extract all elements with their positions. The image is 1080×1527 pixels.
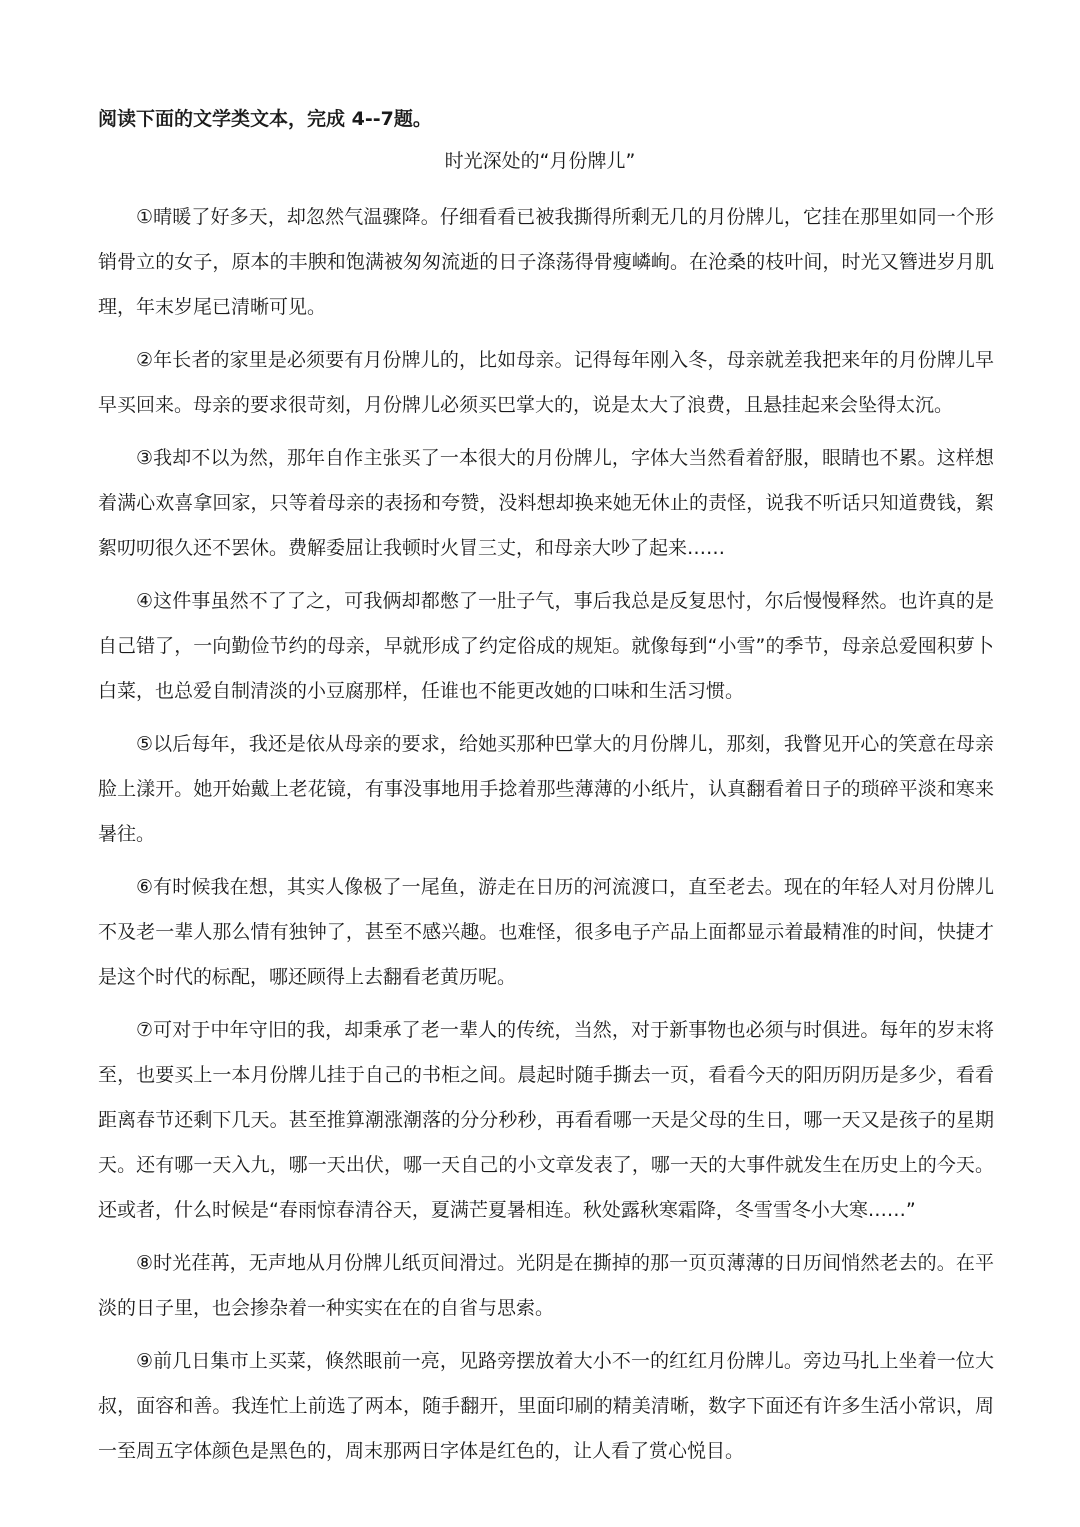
article-title: 时光深处的“月份牌儿”	[444, 150, 636, 172]
paragraph-4: ④这件事虽然不了了之，可我俩却都憋了一肚子气，事后我总是反复思忖，尔后慢慢释然。也许真的是自己错了，一向勤俭节约的母亲，早就形成了约定俗成的规矩。就像每到“小雪”的季节，母亲总爱囤积萝卜白菜，也总爱自制清淡的小豆腐那样，任谁也不能更改她的口味和生活习惯。	[98, 590, 994, 702]
paragraph-5: ⑤以后每年，我还是依从母亲的要求，给她买那种巴掌大的月份牌儿，那刻，我瞥见开心的笑意在母亲脸上漾开。她开始戴上老花镜，有事没事地用手捻着那些薄薄的小纸片，认真翻看着日子的琐碎平淡和寒来暑往。	[98, 733, 994, 845]
paragraph-3: ③我却不以为然，那年自作主张买了一本很大的月份牌儿，字体大当然看着舒服，眼睛也不累。这样想着满心欢喜拿回家，只等着母亲的表扬和夸赞，没料想却换来她无休止的责怪，说我不听话只知道费钱，絮絮叨叨很久还不罢休。费解委屈让我顿时火冒三丈，和母亲大吵了起来……	[98, 447, 994, 559]
paragraph-1: ①晴暖了好多天，却忽然气温骤降。仔细看看已被我撕得所剩无几的月份牌儿，它挂在那里如同一个形销骨立的女子，原本的丰腴和饱满被匆匆流逝的日子涤荡得骨瘦嶙峋。在沧桑的枝叶间，时光又簪进岁月肌理，年末岁尾已清晰可见。	[98, 206, 994, 318]
paragraph-9: ⑨前几日集市上买菜，倏然眼前一亮，见路旁摆放着大小不一的红红月份牌儿。旁边马扎上坐着一位大叔，面容和善。我连忙上前选了两本，随手翻开，里面印刷的精美清晰，数字下面还有许多生活小常识，周一至周五字体颜色是黑色的，周末那两日字体是红色的，让人看了赏心悦目。	[98, 1350, 994, 1462]
paragraph-8: ⑧时光荏苒，无声地从月份牌儿纸页间滑过。光阴是在撕掉的那一页页薄薄的日历间悄然老去的。在平淡的日子里，也会掺杂着一种实实在在的自省与思索。	[98, 1252, 994, 1319]
paragraph-6: ⑥有时候我在想，其实人像极了一尾鱼，游走在日历的河流渡口，直至老去。现在的年轻人对月份牌儿不及老一辈人那么情有独钟了，甚至不感兴趣。也难怪，很多电子产品上面都显示着最精准的时间，快捷才是这个时代的标配，哪还顾得上去翻看老黄历呢。	[98, 876, 994, 988]
article-body	[98, 195, 994, 1482]
paragraph-7: ⑦可对于中年守旧的我，却秉承了老一辈人的传统，当然，对于新事物也必须与时俱进。每年的岁末将至，也要买上一本月份牌儿挂于自己的书柜之间。晨起时随手撕去一页，看看今天的阳历阴历是多少，看看距离春节还剩下几天。甚至推算潮涨潮落的分分秒秒，再看看哪一天是父母的生日，哪一天又是孩子的星期天。还有哪一天入九，哪一天出伏，哪一天自己的小文章发表了，哪一天的大事件就发生在历史上的今天。还或者，什么时候是“春雨惊春清谷天，夏满芒夏暑相连。秋处露秋寒霜降，冬雪雪冬小大寒……”	[98, 1019, 994, 1221]
reading-instruction: 阅读下面的文学类文本，完成 4--7题。	[98, 108, 432, 130]
paragraph-2: ②年长者的家里是必须要有月份牌儿的，比如母亲。记得每年刚入冬，母亲就差我把来年的月份牌儿早早买回来。母亲的要求很苛刻，月份牌儿必须买巴掌大的，说是太大了浪费，且悬挂起来会坠得太沉。	[98, 349, 994, 416]
